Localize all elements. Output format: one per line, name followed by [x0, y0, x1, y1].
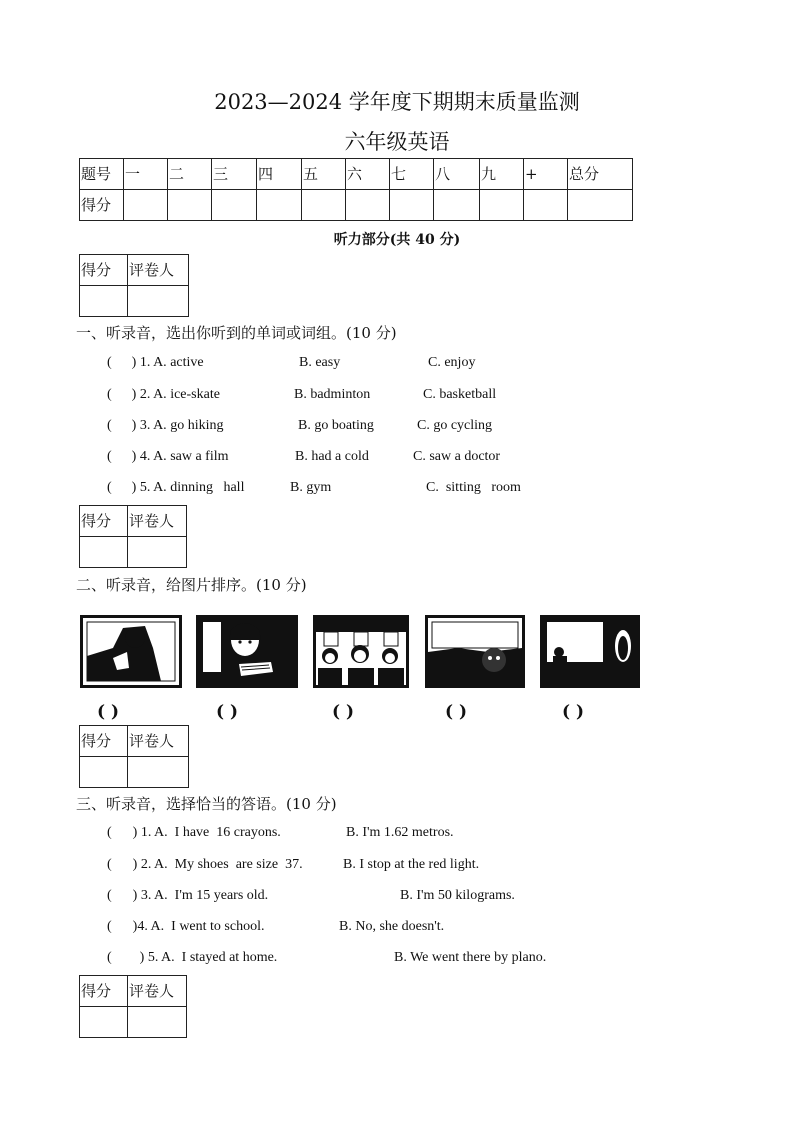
score-col-6: 六: [346, 159, 390, 190]
grader-score-cell[interactable]: [80, 1007, 128, 1038]
section-2-title: 二、听录音，给图片排序。(10 分): [76, 576, 307, 594]
exam-subtitle: 六年级英语: [344, 130, 450, 154]
s1-q1-b: B. easy: [299, 355, 341, 370]
s3-q5: ( ) 5. A. I stayed at home.: [107, 950, 278, 965]
s1-q2-c: C. basketball: [423, 387, 497, 402]
s1-q5-c: C. sitting room: [426, 480, 521, 495]
score-col-10: +: [524, 159, 568, 190]
score-col-4: 四: [257, 159, 302, 190]
score-cell[interactable]: [212, 190, 257, 221]
score-col-5: 五: [302, 159, 346, 190]
grader-score-label: 得分: [80, 506, 128, 537]
picture-2: [196, 615, 298, 688]
s1-q2-b: B. badminton: [294, 387, 371, 402]
score-cell[interactable]: [257, 190, 302, 221]
score-table-score-row: [80, 190, 633, 221]
score-table: [79, 158, 633, 221]
s3-q2-b: B. I stop at the red light.: [343, 857, 480, 872]
s3-q2: ( ) 2. A. My shoes are size 37.: [107, 857, 303, 872]
picture-2-blank[interactable]: ( ): [216, 702, 239, 722]
score-cell[interactable]: [568, 190, 633, 221]
score-table-header-row: [80, 159, 633, 190]
score-col-7: 七: [390, 159, 434, 190]
exam-title: 2023—2024 学年度下期期末质量监测: [214, 90, 580, 114]
picture-3: [313, 615, 409, 688]
s1-q4: ( ) 4. A. saw a film: [107, 449, 229, 464]
grader-box: [79, 725, 189, 788]
score-cell[interactable]: [302, 190, 346, 221]
s3-q3-b: B. I'm 50 kilograms.: [400, 888, 515, 903]
grader-score-label: 得分: [80, 726, 128, 757]
listening-heading: 听力部分(共 40 分): [333, 232, 461, 248]
s1-q1: ( ) 1. A. active: [107, 355, 204, 370]
score-cell[interactable]: [480, 190, 524, 221]
score-col-total: 总分: [568, 159, 633, 190]
grader-label: 评卷人: [128, 726, 189, 757]
score-cell[interactable]: [390, 190, 434, 221]
score-cell[interactable]: [524, 190, 568, 221]
score-cell[interactable]: [124, 190, 168, 221]
grader-score-label: 得分: [80, 255, 128, 286]
grader-name-cell[interactable]: [128, 537, 187, 568]
grader-label: 评卷人: [128, 976, 187, 1007]
picture-1: [80, 615, 182, 688]
s3-q5-b: B. We went there by plano.: [394, 950, 547, 965]
s1-q2: ( ) 2. A. ice-skate: [107, 387, 220, 402]
s1-q4-c: C. saw a doctor: [413, 449, 501, 464]
grader-name-cell[interactable]: [128, 286, 189, 317]
score-cell[interactable]: [168, 190, 212, 221]
score-col-9: 九: [480, 159, 524, 190]
s1-q3-c: C. go cycling: [417, 418, 493, 433]
s1-q1-c: C. enjoy: [428, 355, 476, 370]
grader-name-cell[interactable]: [128, 1007, 187, 1038]
score-col-2: 二: [168, 159, 212, 190]
grader-score-cell[interactable]: [80, 757, 128, 788]
picture-5-blank[interactable]: ( ): [562, 702, 585, 722]
picture-3-blank[interactable]: ( ): [332, 702, 355, 722]
grader-score-label: 得分: [80, 976, 128, 1007]
score-col-8: 八: [434, 159, 480, 190]
grader-box: [79, 254, 189, 317]
score-row-label: 得分: [80, 190, 124, 221]
score-col-1: 一: [124, 159, 168, 190]
score-col-3: 三: [212, 159, 257, 190]
score-cell[interactable]: [434, 190, 480, 221]
picture-5: [540, 615, 640, 688]
picture-4: [425, 615, 525, 688]
grader-label: 评卷人: [128, 506, 187, 537]
grader-score-cell[interactable]: [80, 286, 128, 317]
s3-q1: ( ) 1. A. I have 16 crayons.: [107, 825, 281, 840]
grader-label: 评卷人: [128, 255, 189, 286]
grader-name-cell[interactable]: [128, 757, 189, 788]
s1-q5-b: B. gym: [290, 480, 332, 495]
section-1-title: 一、听录音，选出你听到的单词或词组。(10 分): [76, 324, 397, 342]
s3-q1-b: B. I'm 1.62 metros.: [346, 825, 454, 840]
s3-q4: ( )4. A. I went to school.: [107, 919, 265, 934]
s3-q4-b: B. No, she doesn't.: [339, 919, 445, 934]
grader-box: [79, 505, 187, 568]
picture-1-blank[interactable]: ( ): [97, 702, 120, 722]
picture-4-blank[interactable]: ( ): [445, 702, 468, 722]
score-col-label: 题号: [80, 159, 124, 190]
grader-score-cell[interactable]: [80, 537, 128, 568]
section-3-title: 三、听录音，选择恰当的答语。(10 分): [76, 795, 337, 813]
grader-box: [79, 975, 187, 1038]
s1-q3-b: B. go boating: [298, 418, 374, 433]
s1-q3: ( ) 3. A. go hiking: [107, 418, 224, 433]
score-cell[interactable]: [346, 190, 390, 221]
s1-q4-b: B. had a cold: [295, 449, 369, 464]
s1-q5: ( ) 5. A. dinning hall: [107, 480, 245, 495]
s3-q3: ( ) 3. A. I'm 15 years old.: [107, 888, 269, 903]
